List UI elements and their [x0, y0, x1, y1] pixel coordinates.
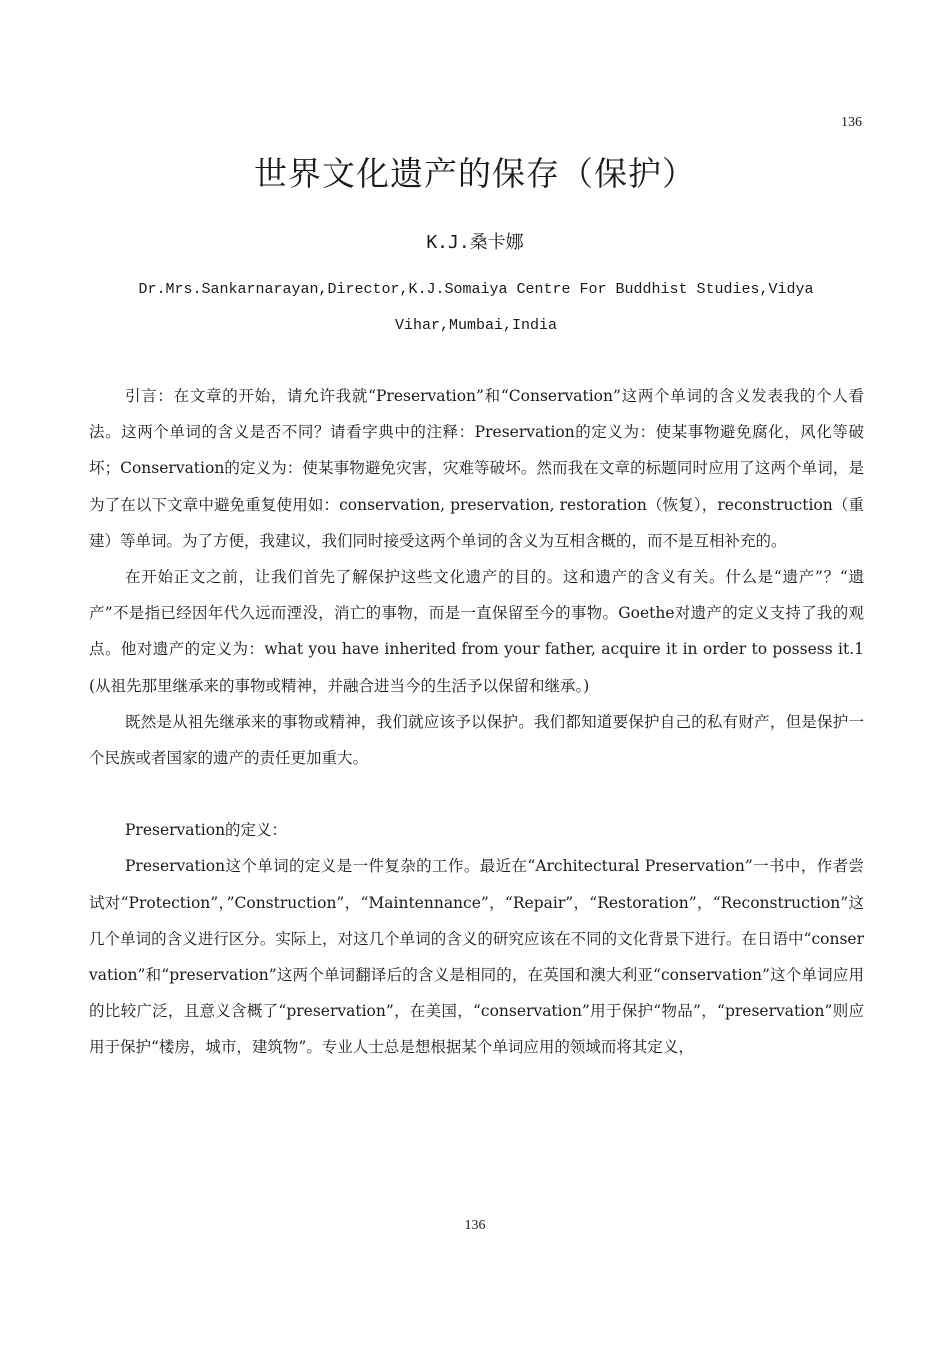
article-body	[89, 378, 864, 1066]
page-number-top: 136	[841, 115, 862, 130]
paragraph-protection-duty: 既然是从祖先继承来的事物或精神，我们就应该予以保护。我们都知道要保护自己的私有财产，但是保护一个民族或者国家的遗产的责任更加重大。	[89, 712, 864, 768]
paragraph-heritage-purpose: 在开始正文之前，让我们首先了解保护这些文化遗产的目的。这和遗产的含义有关。什么是“遗产”？“遗产”不是指已经因年代久远而湮没，消亡的事物，而是一直保留至今的事物。Goethe对遗产的定义支持了我的观点。他对遗产的定义为：what you have inherited from your father, acquire it in order to possess it.1(从祖先那里继承来的事物或精神，并融合进当今的生活予以保留和继承。)	[89, 568, 864, 695]
page-number-bottom: 136	[464, 1218, 486, 1233]
section-spacer	[89, 776, 864, 812]
paragraph-preservation-definition: Preservation这个单词的定义是一件复杂的工作。最近在“Architectural Preservation”一书中，作者尝试对“Protection”，”Construction”，“Maintennance”，“Repair”，“Restoration”，“Reconstruction”这几个单词的含义进行区分。实际上，对这几个单词的含义的研究应该在不同的文化背景下进行。在日语中“conservation”和“preservation”这两个单词翻译后的含义是相同的，在英国和澳大利亚“conservation”这个单词应用的比较广泛，且意义含概了“preservation”，在美国，“conservation”用于保护“物品”，“preservation”则应用于保护“楼房，城市，建筑物”。专业人士总是想根据某个单词应用的领域而将其定义，	[89, 857, 864, 1057]
affiliation-line-2: Vihar,Mumbai,India	[394, 317, 558, 334]
author-name: K.J.桑卡娜	[426, 232, 524, 253]
author-affiliation	[90, 272, 862, 344]
section-heading-preservation-definition: Preservation的定义：	[125, 821, 288, 840]
document-title: 世界文化遗产的保存（保护）	[254, 154, 696, 193]
paragraph-introduction: 引言：在文章的开始，请允许我就“Preservation”和“Conservation”这两个单词的含义发表我的个人看法。这两个单词的含义是否不同？请看字典中的注释：Preservation的定义为：使某事物避免腐化，风化等破坏；Conservation的定义为：使某事物避免灾害，灾难等破坏。然而我在文章的标题同时应用了这两个单词，是为了在以下文章中避免重复使用如：conservation, preservation, restoration（恢复），reconstruction（重建）等单词。为了方便，我建议，我们同时接受这两个单词的含义为互相含概的，而不是互相补充的。	[89, 387, 864, 550]
affiliation-line-1: Dr.Mrs.Sankarnarayan,Director,K.J.Somaiya Centre For Buddhist Studies,Vidya	[138, 281, 814, 298]
